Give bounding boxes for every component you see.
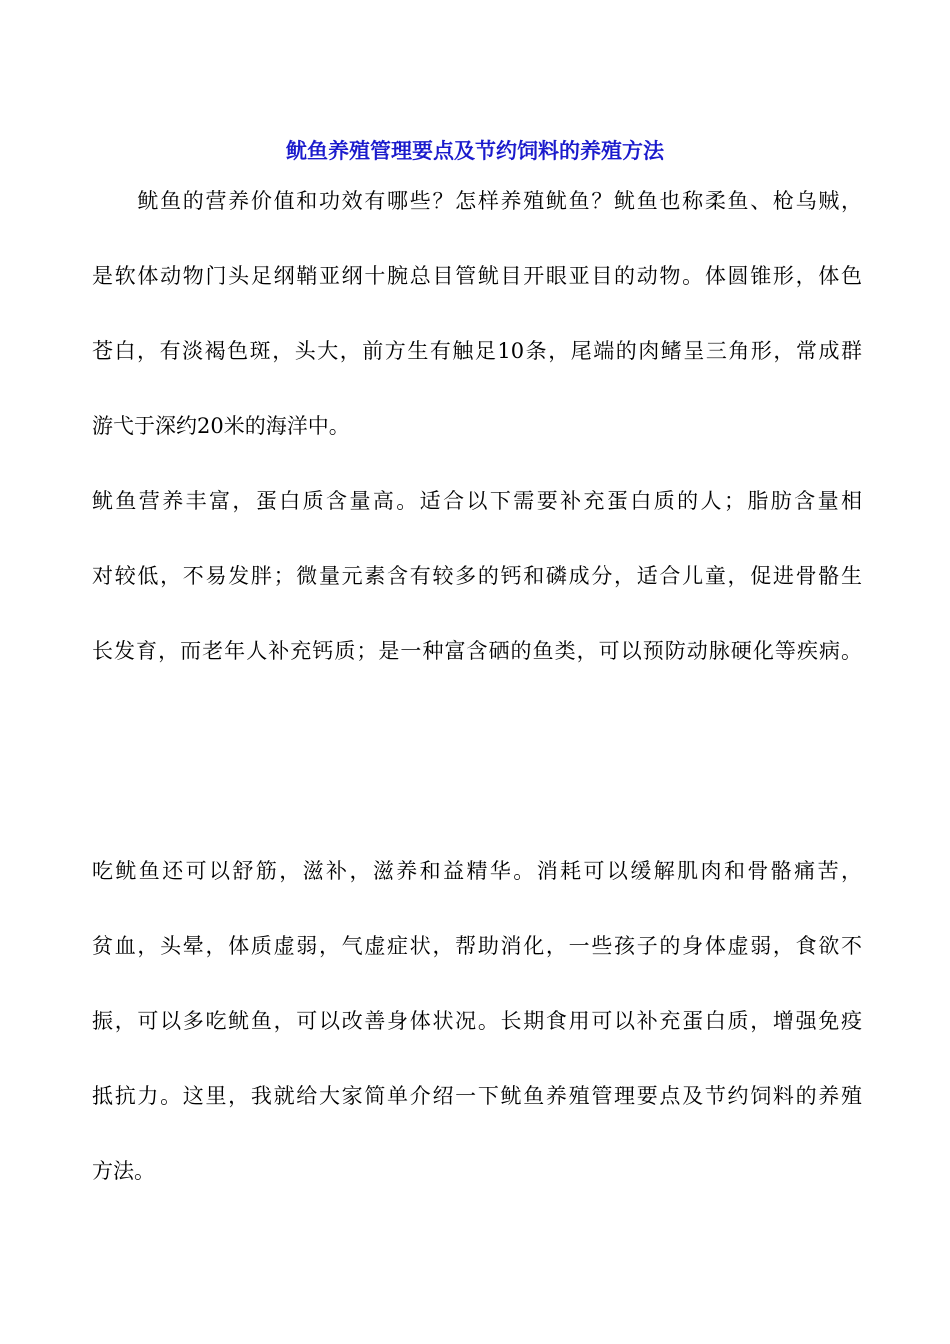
paragraph-line: 对较低，不易发胖；微量元素含有较多的钙和磷成分，适合儿童，促进骨骼生: [92, 564, 862, 588]
paragraph-line: 吃鱿鱼还可以舒筋，滋补，滋养和益精华。消耗可以缓解肌肉和骨骼痛苦，: [92, 859, 862, 883]
document-title: 鱿鱼养殖管理要点及节约饲料的养殖方法: [286, 138, 664, 163]
paragraph-line: 长发育，而老年人补充钙质；是一种富含硒的鱼类，可以预防动脉硬化等疾病。: [92, 639, 862, 663]
paragraph-line: 游弋于深约20米的海洋中。: [92, 414, 350, 438]
paragraph-line: 苍白，有淡褐色斑，头大，前方生有触足10条，尾端的肉鳍呈三角形，常成群: [92, 339, 862, 363]
paragraph-line: 方法。: [92, 1159, 155, 1183]
paragraph-line: 贫血，头晕，体质虚弱，气虚症状，帮助消化，一些孩子的身体虚弱，食欲不: [92, 934, 862, 958]
paragraph-line: 振，可以多吃鱿鱼，可以改善身体状况。长期食用可以补充蛋白质，增强免疫: [92, 1009, 862, 1033]
paragraph-line: 鱿鱼的营养价值和功效有哪些？怎样养殖鱿鱼？鱿鱼也称柔鱼、枪乌贼，: [92, 189, 862, 213]
paragraph-line: 是软体动物门头足纲鞘亚纲十腕总目管鱿目开眼亚目的动物。体圆锥形，体色: [92, 264, 862, 288]
paragraph-line: 鱿鱼营养丰富，蛋白质含量高。适合以下需要补充蛋白质的人；脂肪含量相: [92, 489, 862, 513]
paragraph-line: 抵抗力。这里，我就给大家简单介绍一下鱿鱼养殖管理要点及节约饲料的养殖: [92, 1084, 862, 1108]
